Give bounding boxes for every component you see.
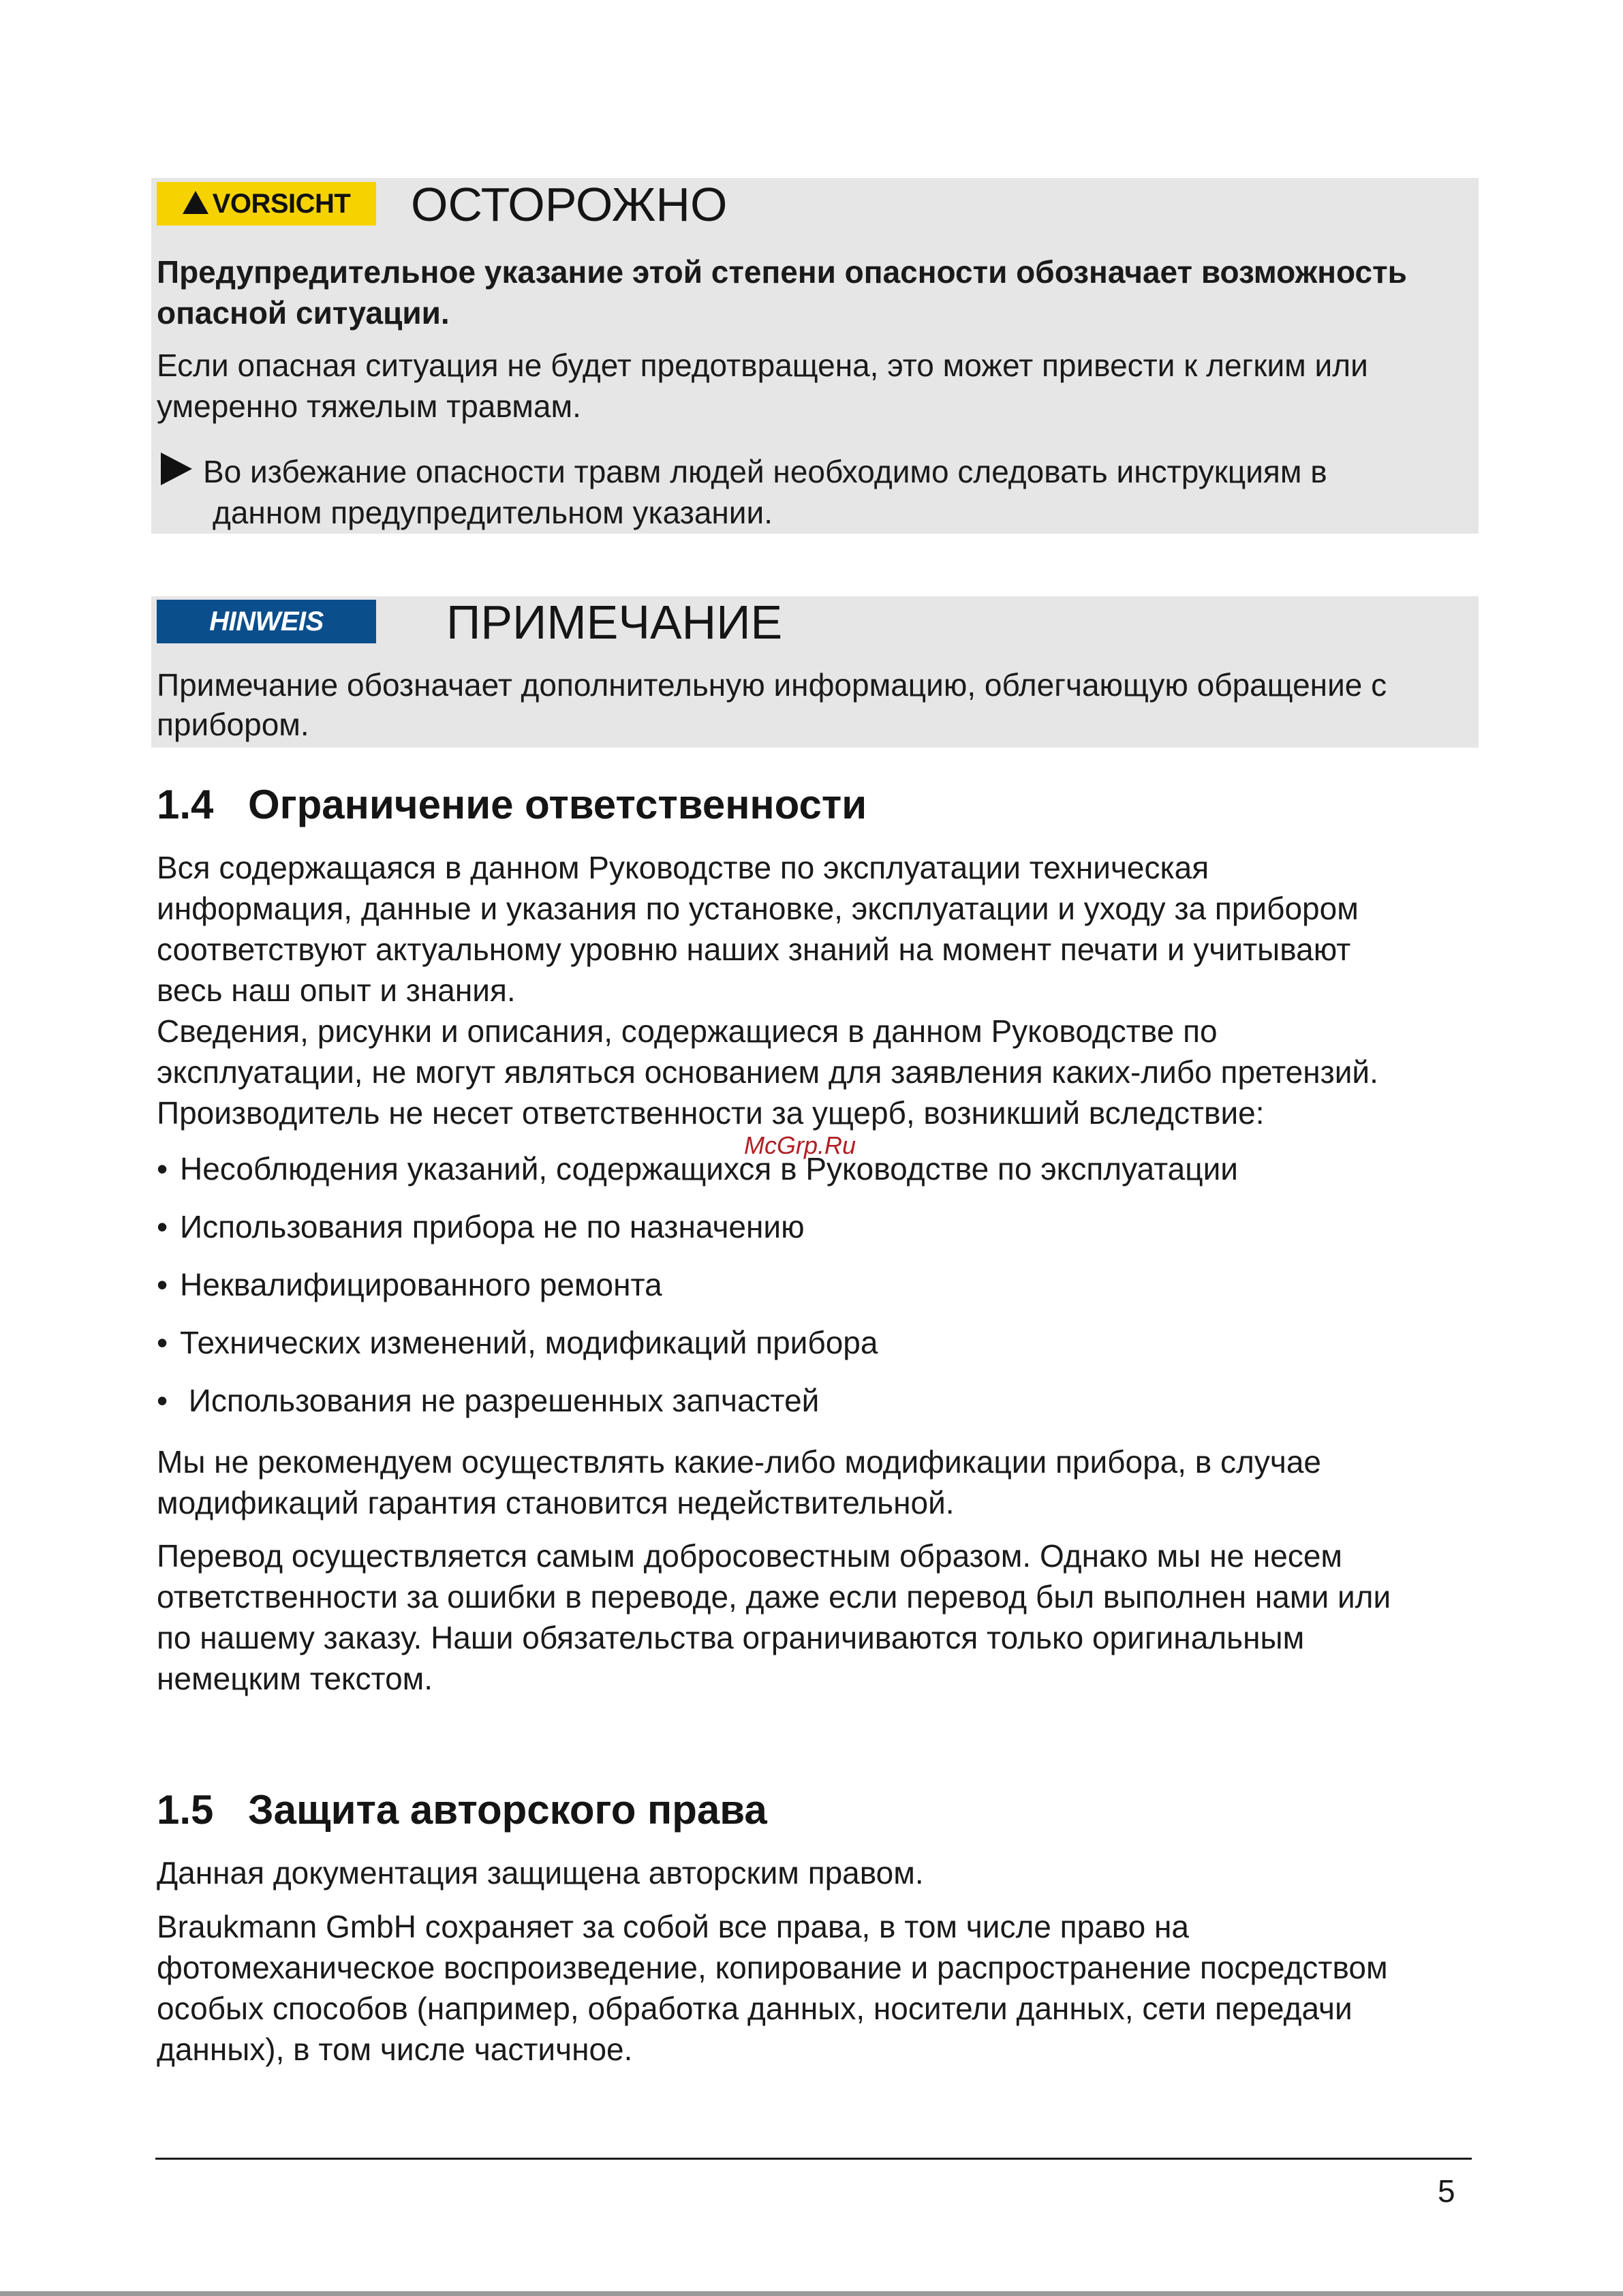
list-item: • Технических изменений, модификаций прибора — [157, 1322, 1238, 1380]
list-item: • Несоблюдения указаний, содержащихся в Руководстве по эксплуатации — [157, 1148, 1238, 1206]
note-text-line-1: Примечание обозначает дополнительную информацию, облегчающую обращение с — [157, 667, 1387, 703]
paragraph-line: Сведения, рисунки и описания, содержащиеся в данном Руководстве по — [157, 1013, 1218, 1049]
paragraph-line: фотомеханическое воспроизведение, копирование и распространение посредством — [157, 1950, 1388, 1985]
paragraph-line: модификаций гарантия становится недействительной. — [157, 1485, 955, 1520]
warning-triangle-icon — [183, 191, 208, 214]
caution-bold-line-1: Предупредительное указание этой степени опасности обозначает возможность — [157, 254, 1407, 290]
section-title: Защита авторского права — [248, 1787, 767, 1833]
section-1-4-heading — [157, 781, 867, 828]
bullet-icon: • — [157, 1151, 168, 1187]
paragraph-line: Мы не рекомендуем осуществлять какие-либо модификации прибора, в случае — [157, 1444, 1321, 1480]
paragraph-line: данных), в том числе частичное. — [157, 2032, 633, 2067]
list-item: • Использования прибора не по назначению — [157, 1206, 1238, 1264]
bullet-icon: • — [157, 1383, 168, 1418]
instruction-arrow-icon — [161, 453, 192, 485]
watermark: McGrp.Ru — [744, 1131, 856, 1159]
paragraph-line: Перевод осуществляется самым добросовестным образом. Однако мы не несем — [157, 1538, 1343, 1574]
liability-bullet-list — [157, 1148, 1238, 1438]
paragraph-line: эксплуатации, не могут являться основанием для заявления каких-либо претензий. — [157, 1054, 1378, 1090]
caution-badge — [157, 182, 376, 226]
paragraph-line: Данная документация защищена авторским правом. — [157, 1855, 924, 1891]
bullet-icon: • — [157, 1209, 168, 1244]
paragraph-line: немецким текстом. — [157, 1661, 433, 1696]
caution-badge-label: VORSICHT — [212, 188, 351, 219]
caution-bold-line-2: опасной ситуации. — [157, 295, 450, 331]
note-title: ПРИМЕЧАНИЕ — [446, 596, 783, 649]
section-number: 1.4 — [157, 782, 214, 827]
bullet-icon: • — [157, 1267, 168, 1302]
note-badge: HINWEIS — [157, 600, 376, 643]
list-item: • Неквалифицированного ремонта — [157, 1264, 1238, 1322]
caution-instruction-line-2: данном предупредительном указании. — [213, 495, 773, 530]
footer-divider — [155, 2158, 1472, 2160]
section-1-5-heading — [157, 1786, 767, 1833]
page-number: 5 — [1438, 2173, 1455, 2209]
paragraph-line: Braukmann GmbH сохраняет за собой все права, в том числе право на — [157, 1909, 1190, 1944]
paragraph-line: особых способов (например, обработка данных, носители данных, сети передачи — [157, 1991, 1352, 2026]
list-item: • Использования не разрешенных запчастей — [157, 1380, 1238, 1438]
paragraph-line: по нашему заказу. Наши обязательства ограничиваются только оригинальным — [157, 1620, 1305, 1655]
caution-title: ОСТОРОЖНО — [411, 178, 728, 231]
caution-text-line-2: умеренно тяжелым травмам. — [157, 388, 581, 424]
bottom-edge — [0, 2291, 1623, 2296]
bullet-icon: • — [157, 1325, 168, 1360]
paragraph-line: ответственности за ошибки в переводе, даже если перевод был выполнен нами или — [157, 1579, 1391, 1614]
section-number: 1.5 — [157, 1787, 214, 1833]
paragraph-line: весь наш опыт и знания. — [157, 973, 516, 1008]
paragraph-line: Производитель не несет ответственности за ущерб, возникший вследствие: — [157, 1095, 1265, 1131]
section-title: Ограничение ответственности — [248, 782, 867, 827]
paragraph-line: соответствуют актуальному уровню наших знаний на момент печати и учитывают — [157, 932, 1351, 967]
caution-text-line-1: Если опасная ситуация не будет предотвращена, это может привести к легким или — [157, 348, 1368, 383]
caution-instruction-line-1: Во избежание опасности травм людей необходимо следовать инструкциям в — [203, 454, 1327, 489]
paragraph-line: информация, данные и указания по установке, эксплуатации и уходу за прибором — [157, 891, 1359, 926]
paragraph-line: Вся содержащаяся в данном Руководстве по эксплуатации техническая — [157, 850, 1209, 885]
note-text-line-2: прибором. — [157, 707, 309, 742]
